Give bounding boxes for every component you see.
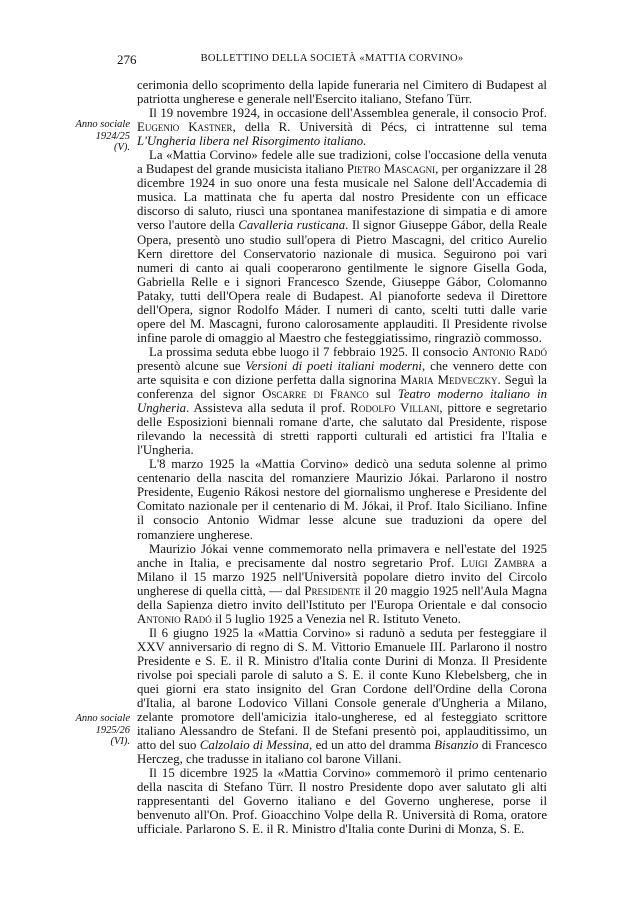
person-name: Rodolfo Villani xyxy=(350,401,440,416)
article-body xyxy=(137,78,547,837)
paragraph-jokai-centenary: L'8 marzo 1925 la «Mattia Corvino» dedicò una seduta solenne al primo centenario della nascita del romanziere Maurizio Jókai. Parlarono il nostro Presidente, Eugenio Rákosi nestore del giornalismo ungherese e Presidente del Comitato nazionale per il centenario di M. Jókai, il Prof. Italo Siciliano. Infine il consocio Antonio Widmar lesse alcune sue traduzioni da opere del romanziere ungherese. xyxy=(137,457,547,542)
lecture-title: L'Ungheria libera nel Risorgimento italiano. xyxy=(137,134,367,149)
paragraph-king-anniversary: Il 6 giugno 1925 la «Mattia Corvino» si radunò a seduta per festeggiare il XXV anniversario di regno di S. M. Vittorio Emanuele III. Parlarono il nostro Presidente e S. E. il R. Ministro d'Italia conte Durini di Monza. Il Presidente rivolse poi speciali parole di saluto a S. E. il conte Kuno Klebelsberg, che in quei giorni era stato insignito del Gran Cordone dell'Ordine della Corona d'Italia, al barone Lodovico Villani Console generale d'Ungheria a Milano, zelante promotore dell'amicizia italo-ungherese, ed al festeggiato scrittore italiano Alessandro de Stefani. Il de Stefani presentò poi, applauditissimo, un atto del suo Calzolaio di Messina, ed un atto del dramma Bisanzio di Francesco Herczeg, che tradusse in italiano col barone Villani. xyxy=(137,625,547,767)
paragraph-turr-centenary: Il 15 dicembre 1925 la «Mattia Corvino» commemorò il primo centenario della nascita di Stefano Türr. Il nostro Presidente dopo aver salutato gli alti rappresentanti del Governo italiano e del Governo ungherese, porse il benvenuto all'On. Prof. Gioacchino Volpe della R. Università di Roma, oratore ufficiale. Parlarono S. E. il R. Ministro d'Italia conte Durini di Monza, S. E. xyxy=(137,766,547,837)
person-name: Oscarre di Franco xyxy=(262,387,369,402)
margin-note-label: Anno sociale xyxy=(75,713,130,724)
paragraph-mascagni-festival: La «Mattia Corvino» fedele alle sue tradizioni, colse l'occasione della venuta a Budapest del grande musicista italiano Pietro Mascagni, per organizzare il 28 dicembre 1924 in suo onore una festa musicale nel Salone dell'Accademia di musica. La mattinata che fu aperta dal nostro Presidente con un efficace discorso di saluto, riuscì una spontanea manifestazione di simpatia e di amore verso l'autore della Cavalleria rusticana. Il signor Giuseppe Gábor, della Reale Opera, presentò uno studio sull'opera di Pietro Mascagni, del critico Aurelio Kern direttore del Conservatorio nazionale di musica. Seguirono poi vari numeri di canto ai quali cooperarono gentilmente le signore Gisella Goda, Gabriella Relle e i signori Francesco Szende, Giuseppe Gábor, Colomanno Pataky, tutti dell'Opera reale di Budapest. Al pianoforte sedeva il Direttore dell'Opera, signor Rodolfo Máder. I numeri di canto, scelti tutti dalle varie opere del M. Mascagni, furono calorosamente applauditi. Il Presidente rivolse infine parole di omaggio al Maestro che festeggiatissimo, ringraziò commosso. xyxy=(137,148,548,345)
work-title: Bisanzio xyxy=(434,738,479,753)
margin-note-label: Anno sociale xyxy=(75,119,130,130)
work-title: Versioni di poeti italiani moderni xyxy=(245,358,422,373)
work-title: Cavalleria rusticana xyxy=(238,218,346,233)
person-name: Maria Medveczky xyxy=(400,372,498,387)
person-name: Pietro Mascagni xyxy=(346,162,436,177)
page-number: 276 xyxy=(117,52,137,67)
margin-note-year: 1925/26 xyxy=(95,724,130,736)
person-name: Eugenio Kastner xyxy=(137,120,233,135)
person-name: Antonio Radó xyxy=(471,344,548,359)
page-header xyxy=(117,52,547,72)
paragraph-kastner-lecture: Il 19 novembre 1924, in occasione dell'Assemblea generale, il consocio Prof. Eugenio Kastner, della R. Università di Pécs, ci intrattenne sul tema L'Ungheria libera nel Risorgimento italiano. xyxy=(137,106,547,149)
margin-note-year: 1924/25 xyxy=(95,130,130,142)
work-title: Calzolaio di Messina xyxy=(199,738,310,753)
paragraph-jokai-italy: Maurizio Jókai venne commemorato nella primavera e nell'estate del 1925 anche in Italia, e precisamente dal nostro segretario Prof. Luigi Zambra a Milano il 15 marzo 1925 nell'Università popolare dietro invito del Circolo ungherese di quella città, — dal Presidente il 20 maggio 1925 nell'Aula Magna della Sapienza dietro invito dell'Istituto per l'Europa Orientale e dal consocio Antonio Radó il 5 luglio 1925 a Venezia nel R. Istituto Veneto. xyxy=(137,541,547,626)
running-head-title: BOLLETTINO DELLA SOCIETÀ «MATTIA CORVINO» xyxy=(200,53,464,64)
margin-note-roman: (VI). xyxy=(110,736,130,747)
paragraph-turr-plaque: cerimonia dello scoprimento della lapide funeraria nel Cimitero di Budapest al patriotta ungherese e generale nell'Esercito italiano, Stefano Türr. xyxy=(137,78,547,107)
person-name: Presidente xyxy=(304,583,361,598)
lecture-title: Teatro moderno italiano in Ungheria xyxy=(137,387,547,416)
margin-note-roman: (V). xyxy=(113,142,130,153)
paragraph-february-session: La prossima seduta ebbe luogo il 7 febbraio 1925. Il consocio Antonio Radó presentò alcune sue Versioni di poeti italiani moderni, che vennero dette con arte squisita e con dizione perfetta dalla signorina Maria Medveczky. Seguì la conferenza del signor Oscarre di Franco sul Teatro moderno italiano in Ungheria. Assisteva alla seduta il prof. Rodolfo Villani, pittore e segretario delle Esposizioni biennali romane d'arte, che salutato dal Presidente, rispose rilevando la necessità di stretti rapporti culturali ed artistici fra l'Italia e l'Ungheria. xyxy=(137,344,548,458)
person-name: Antonio Radó xyxy=(137,611,212,626)
margin-note-year-1924 xyxy=(68,119,130,154)
person-name: Luigi Zambra xyxy=(460,555,535,570)
margin-note-year-1925 xyxy=(68,713,130,748)
